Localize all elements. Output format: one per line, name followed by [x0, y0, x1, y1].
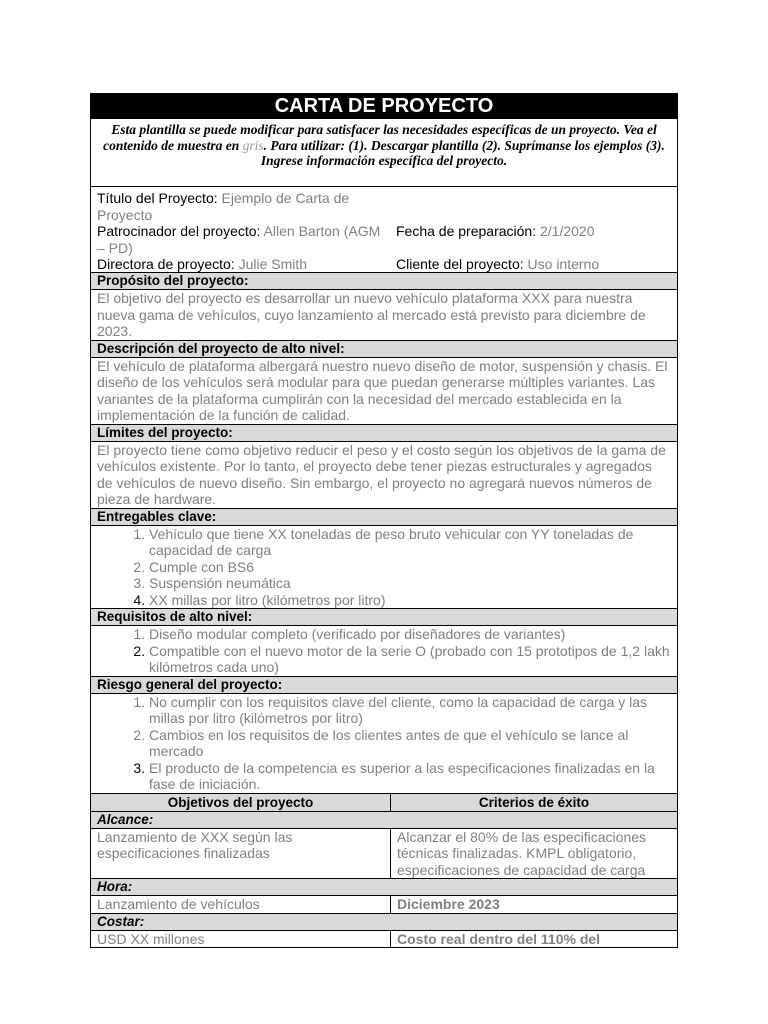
requirements-list — [91, 625, 677, 676]
intro-text-part2: . Para utilizar: (1). Descargar plantilla (2). Suprímanse los ejemplos (3). Ingrese información específica del proyecto. — [260, 137, 665, 168]
list-item: 1. No cumplir con los requisitos clave del cliente, como la capacidad de carga y las millas por litro (kilómetros por litro) — [149, 694, 671, 727]
deliverables-heading: Entregables clave: — [91, 508, 677, 525]
list-item: 1. Vehículo que tiene XX toneladas de peso bruto vehicular con YY toneladas de capacidad de carga — [149, 526, 671, 559]
project-title-value: Ejemplo de Carta de Proyecto — [97, 190, 350, 223]
intro-gris-word: gris — [242, 137, 264, 153]
project-info-block — [91, 186, 677, 272]
risk-list — [91, 693, 677, 793]
intro-text-part1: Esta plantilla se puede modificar para satisfacer las necesidades específicas de un proyecto. Vea el contenido de muestra en — [103, 122, 657, 153]
cost-heading: Costar: — [91, 913, 677, 930]
document-title: CARTA DE PROYECTO — [91, 94, 677, 118]
criteria-column-header: Criterios de éxito — [478, 794, 590, 810]
time-criteria: Diciembre 2023 — [397, 896, 500, 912]
purpose-heading: Propósito del proyecto: — [91, 272, 677, 289]
list-item: 2. Compatible con el nuevo motor de la serie O (probado con 15 prototipos de 1,2 lakh kilómetros cada uno) — [149, 643, 671, 676]
risk-heading: Riesgo general del proyecto: — [91, 676, 677, 693]
scope-objective: Lanzamiento de XXX según las especificaciones finalizadas — [91, 829, 391, 879]
table-row — [91, 895, 677, 913]
prep-date-label: Fecha de preparación: — [396, 223, 540, 239]
scope-criteria: Alcanzar el 80% de las especificaciones técnicas finalizadas. KMPL obligatorio, especificaciones de capacidad de carga — [397, 828, 647, 878]
client-label: Cliente del proyecto: — [396, 256, 528, 272]
client-field — [396, 256, 676, 273]
list-item: 4. XX millas por litro (kilómetros por litro) — [149, 592, 671, 609]
prep-date-field — [396, 223, 676, 240]
purpose-text: El objetivo del proyecto es desarrollar un nuevo vehículo plataforma XXX para nuestra nueva gama de vehículos, cuyo lanzamiento al mercado está previsto para diciembre de 2023. — [91, 289, 677, 340]
sponsor-value: Allen Barton (AGM – PD) — [97, 223, 381, 256]
cost-objective: USD XX millones — [91, 931, 391, 948]
prep-date-value: 2/1/2020 — [539, 223, 595, 239]
table-row — [91, 930, 677, 948]
limits-text: El proyecto tiene como objetivo reducir el peso y el costo según los objetivos de la gama de vehículos existente. Por lo tanto, el proyecto debe tener piezas estructurales y agregados de vehículos de nuevo diseño. Sin embargo, el proyecto no agregará nuevos números de pieza de hardware. — [91, 441, 677, 508]
cost-criteria: Costo real dentro del 110% del — [397, 930, 601, 947]
scope-heading: Alcance: — [91, 811, 677, 828]
list-item: 2. Cambios en los requisitos de los clientes antes de que el vehículo se lance al mercado — [149, 727, 671, 760]
project-title-field — [97, 190, 387, 223]
director-label: Directora de proyecto: — [97, 256, 239, 272]
list-item: 3. El producto de la competencia es superior a las especificaciones finalizadas en la fase de iniciación. — [149, 760, 671, 793]
limits-heading: Límites del proyecto: — [91, 424, 677, 441]
time-objective: Lanzamiento de vehículos — [91, 896, 391, 913]
project-charter-table — [90, 93, 678, 948]
client-value: Uso interno — [527, 256, 600, 272]
intro-instructions — [91, 118, 677, 186]
table-row — [91, 828, 677, 879]
director-field — [97, 256, 387, 273]
objectives-column-header: Objetivos del proyecto — [91, 794, 391, 811]
objectives-header-row — [91, 793, 677, 811]
list-item: 3. Suspensión neumática — [149, 575, 671, 592]
director-value: Julie Smith — [238, 256, 308, 272]
sponsor-label: Patrocinador del proyecto: — [97, 223, 264, 239]
description-heading: Descripción del proyecto de alto nivel: — [91, 340, 677, 357]
requirements-heading: Requisitos de alto nivel: — [91, 608, 677, 625]
list-item: 1. Diseño modular completo (verificado por diseñadores de variantes) — [149, 626, 671, 643]
time-heading: Hora: — [91, 878, 677, 895]
list-item: 2. Cumple con BS6 — [149, 559, 671, 576]
project-title-label: Título del Proyecto: — [97, 190, 222, 206]
deliverables-list — [91, 525, 677, 609]
sponsor-field — [97, 223, 382, 256]
description-text: El vehículo de plataforma albergará nuestro nuevo diseño de motor, suspensión y chasis. El diseño de los vehículos será modular para que puedan generarse múltiples variantes. Las variantes de la plataforma cumplirán con la necesidad del mercado establecida en la implementación de la función de calidad. — [91, 357, 677, 424]
